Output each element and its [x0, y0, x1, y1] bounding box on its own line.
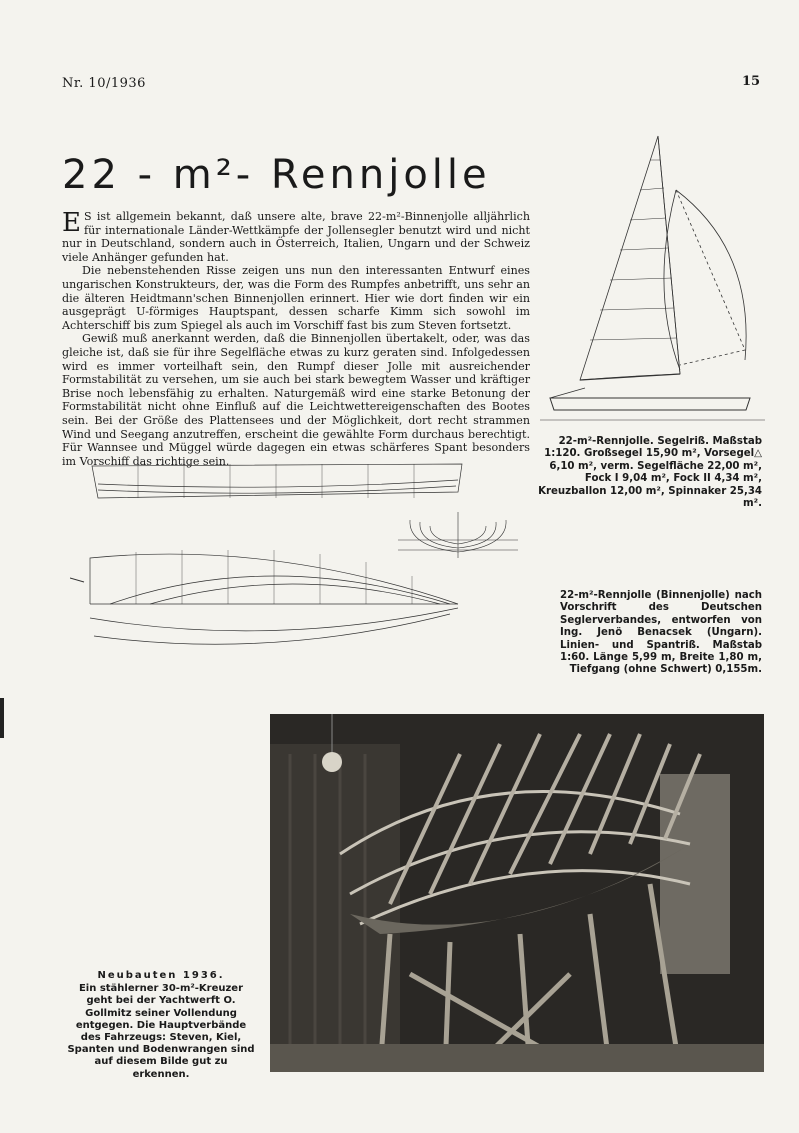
article-title: 22 - m²- Rennjolle [62, 152, 491, 198]
boatyard-photo [270, 714, 764, 1072]
issue-number: Nr. 10/1936 [62, 76, 146, 91]
sail-plan-caption: 22-m²-Rennjolle. Segelriß. Maßstab 1:120. Großsegel 15,90 m², Vorsegel△ 6,10 m², verm. Segelfläche 22,00 m², Fock I 9,04 m², Fock II 4,34 m², Kreuzballon 12,00 m², Spinnaker 25,34 m². [538, 436, 762, 510]
paragraph-3: Gewiß muß anerkannt werden, daß die Binnenjollen übertakelt, oder, was das gleiche ist, daß sie für ihre Segelfläche etwas zu kurz geraten sind. Infolgedessen wird es immer vorteilhaft sein, den Rumpf dieser Jolle mit ausreichender Formstabilität zu versehen, um sie auch bei stark bewegtem Wasser und kräftiger Brise noch lebensfähig zu erhalten. Naturgemäß wird eine starke Betonung der Formstabilität nicht ohne Einfluß auf die Leichtwettereigenschaften des Bootes sein. Bei der Größe des Plattensees und der Möglichkeit, dort recht strammen Wind und Seegang anzutreffen, erscheint die gewählte Form durchaus berechtigt. Für Wannsee und Müggel würde dagegen ein etwas schärferes Spant besonders im Vorschiff das richtige sein. [62, 332, 530, 468]
sail-plan-drawing [540, 130, 765, 430]
binding-edge-mark [0, 698, 4, 738]
paragraph-2: Die nebenstehenden Risse zeigen uns nun den interessanten Entwurf eines ungarischen Konstrukteurs, der, was die Form des Rumpfes anbetrifft, uns sehr an die älteren Heidtmann'schen Binnenjollen erinnert. Hier wie dort finden wir ein ausgeprägt U-förmiges Hauptspant, dessen scharfe Kimm sich sowohl im Achterschiff bis zum Spiegel als auch im Vorschiff fast bis zum Steven fortsetzt. [62, 264, 530, 332]
drop-cap: E [62, 208, 81, 238]
photo-caption [66, 970, 256, 1081]
page-number: 15 [742, 74, 761, 89]
photo-illustration [270, 714, 764, 1072]
article-body [62, 210, 530, 468]
lines-plan-caption: 22-m²-Rennjolle (Binnenjolle) nach Vorschrift des Deutschen Seglerverbandes, entworfen von Ing. Jenö Benacsek (Ungarn). Linien- und Spantriß. Maßstab 1:60. Länge 5,99 m, Breite 1,80 m, Tiefgang (ohne Schwert) 0,155m. [560, 590, 762, 676]
photo-caption-heading: Neubauten 1936. [97, 970, 225, 981]
lines-plan-half-breadth [70, 548, 470, 660]
lines-plan-profile [88, 458, 466, 506]
photo-caption-text: Ein stählerner 30-m²-Kreuzer geht bei der Yachtwerft O. Gollmitz seiner Vollendung entgegen. Die Hauptverbände des Fahrzeugs: Steven, Kiel, Spanten und Bodenwrangen sind auf diesem Bilde gut zu erkennen. [67, 983, 255, 1080]
paragraph-1: E S ist allgemein bekannt, daß unsere alte, brave 22-m²-Binnenjolle alljährlich für internationale Länder-Wettkämpfe der Jollensegler benutzt wird und nicht nur in Deutschland, sondern auch in Österreich, Italien, Ungarn und der Schweiz viele Anhänger gefunden hat. [62, 208, 530, 264]
